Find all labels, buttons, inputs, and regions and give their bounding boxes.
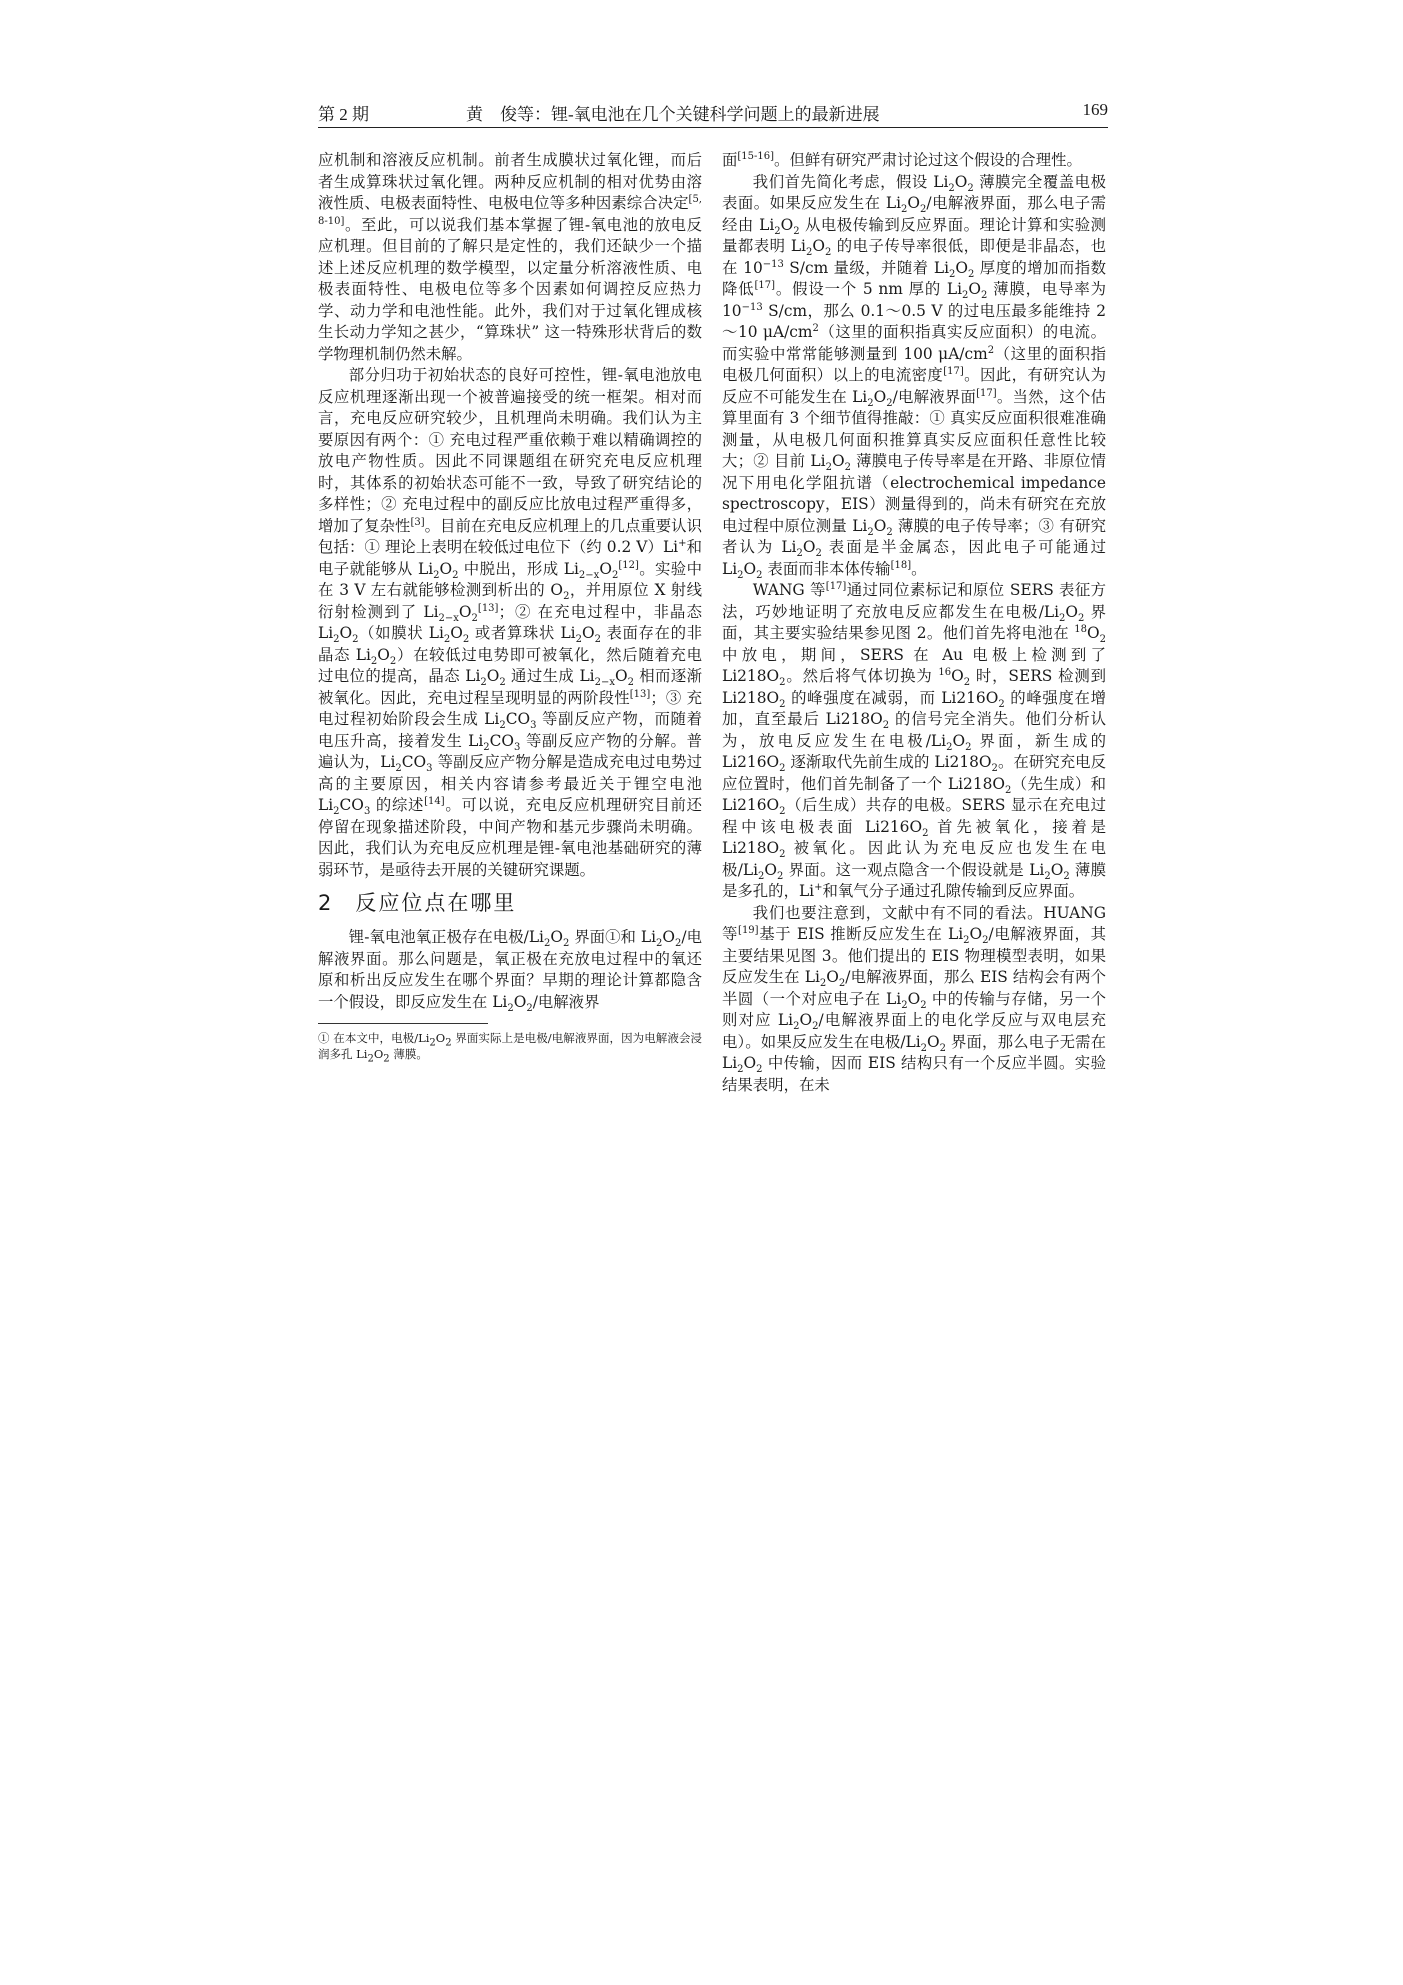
left-column [318,150,703,1065]
paragraph: 我们也要注意到，文献中有不同的看法。HUANG 等[19]基于 EIS 推断反应发生在 $Li_2O_2/$电解液界面，其主要结果见图 3。他们提出的 EIS 物理模型表明，如果反应发生在 $Li_2O_2/$电解液界面，那么 EIS 结构会有两个半圆（一个对应电子在 $Li_2O_2$ 中的传输与存储，另一个则对应 $Li_2O_2/$电解液界面上的电化学反应与双电层充电）。如果反应发生在电极$/Li_2O_2$ 界面，那么电子无需在 $Li_2O_2$ 中传输，因而 EIS 结构只有一个反应半圆。实验结果表明，在未 [722,903,1107,1094]
running-header [318,98,1108,128]
page-number: 169 [1082,100,1108,119]
paragraph: 我们首先简化考虑，假设 $Li_2O_2$ 薄膜完全覆盖电极表面。如果反应发生在 $Li_2O_2/$电解液界面，那么电子需经由 $Li_2O_2$ 从电极传输到反应界面。理论计算和实验测量都表明 $Li_2O_2$ 的电子传导率很低，即便是非晶态，也在 $10^{-13}$ S/cm 量级，并随着 $Li_2O_2$ 厚度的增加而指数降低[17]。假设一个 5 nm 厚的 $Li_2O_2$ 薄膜，电导率为 $10^{-13}$ S/cm，那么 0.1～0.5 V 的过电压最多能维持 2～10 $\mu A/cm^2$（这里的面积指真实反应面积）的电流。而实验中常常能够测量到 100 $\mu A/cm^2$（这里的面积指电极几何面积）以上的电流密度[17]。因此，有研究认为反应不可能发生在 $Li_2O_2/$电解液界面[17]。当然，这个估算里面有 3 个细节值得推敲：① 真实反应面积很难准确测量，从电极几何面积推算真实反应面积任意性比较大；② 目前 $Li_2O_2$ 薄膜电子传导率是在开路、非原位情况下用电化学阻抗谱（electrochemical impedance spectroscopy，EIS）测量得到的，尚未有研究在充放电过程中原位测量 $Li_2O_2$ 薄膜的电子传导率；③ 有研究者认为 $Li_2O_2$ 表面是半金属态，因此电子可能通过 $Li_2O_2$ 表面而非本体传输[18]。 [722,172,1106,581]
paragraph: 应机制和溶液反应机制。前者生成膜状过氧化锂，而后者生成算珠状过氧化锂。两种反应机制的相对优势由溶液性质、电极表面特性、电极电位等多种因素综合决定[5, 8-10]。至此，可以说我们基本掌握了锂-氧电池的放电反应机理。但目前的了解只是定性的，我们还缺少一个描述上述反应机理的数学模型，以定量分析溶液性质、电极表面特性、电极电位等多个因素如何调控反应热力学、动力学和电池性能。此外，我们对于过氧化锂成核生长动力学知之甚少，“算珠状” 这一特殊形状背后的数学物理机制仍然未解。 [318,151,702,363]
paragraph: 部分归功于初始状态的良好可控性，锂-氧电池放电反应机理逐渐出现一个被普遍接受的统一框架。相对而言，充电反应研究较少，且机理尚未明确。我们认为主要原因有两个：① 充电过程严重依赖于难以精确调控的放电产物性质。因此不同课题组在研究充电反应机理时，其体系的初始状态可能不一致，导致了研究结论的多样性；② 充电过程中的副反应比放电过程严重得多，增加了复杂性[3]。目前在充电反应机理上的几点重要认识包括：① 理论上表明在较低过电位下（约 0.2 V）Li+和电子就能够从 $Li_2O_2$ 中脱出，形成 $Li_{2-x}O_2[12]$。实验中在 3 V 左右就能够检测到析出的 $O_2$，并用原位 X 射线衍射检测到了 $Li_{2-x}O_2[13]$；② 在充电过程中，非晶态 $Li_2O_2$（如膜状 $Li_2O_2$ 或者算珠状 $Li_2O_2$ 表面存在的非晶态 $Li_2O_2$）在较低过电势即可被氧化，然后随着充电过电位的提高，晶态 $Li_2O_2$ 通过生成 $Li_{2-x}O_2$ 相而逐渐被氧化。因此，充电过程呈现明显的两阶段性[13]；③ 充电过程初始阶段会生成 $Li_2CO_3$ 等副反应产物，而随着电压升高，接着发生 $Li_2CO_3$ 等副反应产物的分解。普遍认为，$Li_2CO_3$ 等副反应产物分解是造成充电过电势过高的主要原因，相关内容请参考最近关于锂空电池 $Li_2CO_3$ 的综述[14]。可以说，充电反应机理研究目前还停留在现象描述阶段，中间产物和基元步骤尚未明确。因此，我们认为充电反应机理是锂-氧电池基础研究的薄弱环节，是亟待去开展的关键研究课题。 [318,366,703,879]
footnote-rule [318,1023,488,1024]
section-number: 2 [318,891,334,915]
paragraph: WANG 等[17]通过同位素标记和原位 SERS 表征方法，巧妙地证明了充放电反应都发生在电极$/Li_2O_2$ 界面，其主要实验结果参见图 2。他们首先将电池在 $^{18}O_2$ 中放电，期间，SERS 在 Au 电极上检测到了 $Li218O_2$。然后将气体切换为 $^{16}O_2$ 时，SERS 检测到 $Li218O_2$ 的峰强度在减弱，而 $Li216O_2$ 的峰强度在增加，直至最后 $Li218O_2$ 的信号完全消失。他们分析认为，放电反应发生在电极$/Li_2O_2$ 界面，新生成的 $Li216O_2$ 逐渐取代先前生成的 $Li218O_2$。在研究充电反应位置时，他们首先制备了一个 $Li218O_2$（先生成）和 $Li216O_2$（后生成）共存的电极。SERS 显示在充电过程中该电极表面 $Li216O_2$ 首先被氧化，接着是 $Li218O_2$ 被氧化。因此认为充电反应也发生在电极$/Li_2O_2$ 界面。这一观点隐含一个假设就是 $Li_2O_2$ 薄膜是多孔的，Li+和氧气分子通过孔隙传输到反应界面。 [722,580,1106,900]
section-heading [318,889,702,917]
header-rule [318,127,1108,128]
paragraph: 面[15-16]。但鲜有研究严肃讨论过这个假设的合理性。 [722,150,1082,169]
section-title: 反应位点在哪里 [355,891,517,915]
paragraph: 锂-氧电池氧正极存在电极$/Li_2O_2$ 界面①和 $Li_2O_2/$电解液界面。那么问题是，氧正极在充放电过程中的氧还原和析出反应发生在哪个界面？早期的理论计算都隐含一个假设，即反应发生在 $Li_2O_2/$电解液界 [318,928,702,1014]
running-title: 黄 俊等：锂-氧电池在几个关键科学问题上的最新进展 [466,105,880,124]
issue-number: 第 2 期 [318,105,369,124]
right-column [722,150,1106,1096]
footnote: ① 在本文中，电极$/Li_2O_2$ 界面实际上是电极/电解液界面，因为电解液会浸润多孔 $Li_2O_2$ 薄膜。 [318,1031,702,1065]
